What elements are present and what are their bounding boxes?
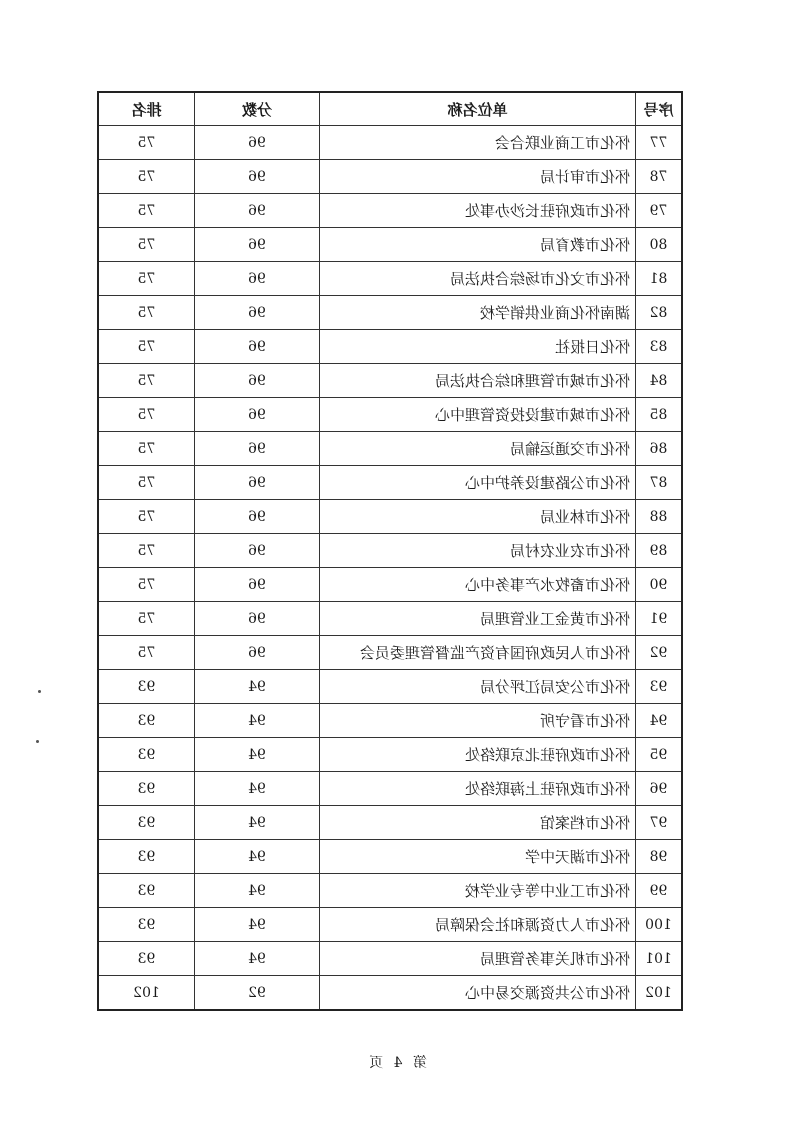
cell-seq: 101	[636, 942, 683, 976]
cell-rank: 93	[98, 874, 195, 908]
cell-seq: 77	[636, 126, 683, 160]
cell-rank: 75	[98, 568, 195, 602]
table-row	[98, 908, 682, 942]
table-row	[98, 874, 682, 908]
cell-name: 怀化日报社	[320, 330, 636, 364]
cell-score: 94	[195, 704, 320, 738]
cell-name: 怀化市看守所	[320, 704, 636, 738]
table-row	[98, 976, 682, 1011]
scan-speck	[38, 690, 41, 693]
table-row	[98, 942, 682, 976]
table-row	[98, 160, 682, 194]
cell-score: 94	[195, 806, 320, 840]
cell-name: 怀化市政府驻北京联络处	[320, 738, 636, 772]
table-row	[98, 228, 682, 262]
cell-score: 96	[195, 466, 320, 500]
cell-seq: 89	[636, 534, 683, 568]
cell-seq: 78	[636, 160, 683, 194]
table-row	[98, 330, 682, 364]
table-row	[98, 704, 682, 738]
cell-seq: 98	[636, 840, 683, 874]
cell-seq: 93	[636, 670, 683, 704]
cell-name: 怀化市黄金工业管理局	[320, 602, 636, 636]
cell-seq: 99	[636, 874, 683, 908]
cell-rank: 75	[98, 228, 195, 262]
cell-score: 96	[195, 534, 320, 568]
cell-rank: 75	[98, 194, 195, 228]
cell-rank: 75	[98, 126, 195, 160]
table-row	[98, 194, 682, 228]
scan-speck	[36, 740, 39, 743]
cell-rank: 75	[98, 432, 195, 466]
cell-score: 96	[195, 500, 320, 534]
cell-rank: 93	[98, 772, 195, 806]
cell-score: 96	[195, 364, 320, 398]
cell-seq: 79	[636, 194, 683, 228]
cell-score: 96	[195, 330, 320, 364]
cell-seq: 86	[636, 432, 683, 466]
table-row	[98, 636, 682, 670]
table-row	[98, 568, 682, 602]
table-row	[98, 296, 682, 330]
header-seq: 序号	[636, 92, 683, 126]
cell-score: 96	[195, 296, 320, 330]
cell-name: 怀化市农业农村局	[320, 534, 636, 568]
cell-name: 怀化市机关事务管理局	[320, 942, 636, 976]
cell-name: 怀化市公共资源交易中心	[320, 976, 636, 1011]
cell-seq: 96	[636, 772, 683, 806]
table-row	[98, 432, 682, 466]
cell-name: 怀化市公安局江坪分局	[320, 670, 636, 704]
cell-name: 怀化市工商业联合会	[320, 126, 636, 160]
cell-rank: 75	[98, 364, 195, 398]
table-row	[98, 738, 682, 772]
cell-rank: 93	[98, 942, 195, 976]
ranking-table	[97, 91, 683, 1011]
table-row	[98, 466, 682, 500]
cell-seq: 102	[636, 976, 683, 1011]
cell-seq: 90	[636, 568, 683, 602]
cell-rank: 93	[98, 670, 195, 704]
table-row	[98, 398, 682, 432]
cell-name: 怀化市交通运输局	[320, 432, 636, 466]
cell-score: 94	[195, 670, 320, 704]
cell-rank: 75	[98, 262, 195, 296]
cell-name: 怀化市林业局	[320, 500, 636, 534]
cell-rank: 93	[98, 738, 195, 772]
cell-rank: 75	[98, 534, 195, 568]
table-row	[98, 126, 682, 160]
cell-score: 96	[195, 568, 320, 602]
cell-seq: 95	[636, 738, 683, 772]
cell-score: 96	[195, 160, 320, 194]
cell-score: 94	[195, 942, 320, 976]
cell-score: 94	[195, 840, 320, 874]
cell-score: 94	[195, 738, 320, 772]
cell-name: 怀化市人力资源和社会保障局	[320, 908, 636, 942]
cell-score: 96	[195, 126, 320, 160]
cell-seq: 88	[636, 500, 683, 534]
table-row	[98, 670, 682, 704]
table-header-row	[98, 92, 682, 126]
cell-seq: 92	[636, 636, 683, 670]
cell-score: 94	[195, 874, 320, 908]
cell-rank: 93	[98, 840, 195, 874]
cell-seq: 83	[636, 330, 683, 364]
table-row	[98, 602, 682, 636]
cell-score: 96	[195, 194, 320, 228]
cell-seq: 91	[636, 602, 683, 636]
cell-name: 怀化市审计局	[320, 160, 636, 194]
cell-seq: 80	[636, 228, 683, 262]
table-row	[98, 500, 682, 534]
header-score: 分数	[195, 92, 320, 126]
cell-rank: 93	[98, 704, 195, 738]
cell-name: 怀化市湖天中学	[320, 840, 636, 874]
table-row	[98, 534, 682, 568]
cell-name: 怀化市工业中等专业学校	[320, 874, 636, 908]
cell-name: 怀化市城市管理和综合执法局	[320, 364, 636, 398]
cell-score: 96	[195, 228, 320, 262]
cell-seq: 84	[636, 364, 683, 398]
cell-seq: 81	[636, 262, 683, 296]
cell-name: 怀化市人民政府国有资产监督管理委员会	[320, 636, 636, 670]
table-row	[98, 262, 682, 296]
cell-name: 怀化市畜牧水产事务中心	[320, 568, 636, 602]
cell-rank: 75	[98, 160, 195, 194]
cell-seq: 97	[636, 806, 683, 840]
cell-name: 怀化市教育局	[320, 228, 636, 262]
header-name: 单位名称	[320, 92, 636, 126]
cell-rank: 75	[98, 636, 195, 670]
cell-rank: 75	[98, 330, 195, 364]
cell-score: 92	[195, 976, 320, 1011]
cell-seq: 100	[636, 908, 683, 942]
cell-seq: 94	[636, 704, 683, 738]
cell-score: 96	[195, 262, 320, 296]
cell-score: 96	[195, 398, 320, 432]
cell-score: 96	[195, 602, 320, 636]
cell-name: 怀化市公路建设养护中心	[320, 466, 636, 500]
cell-score: 96	[195, 432, 320, 466]
cell-rank: 93	[98, 806, 195, 840]
cell-rank: 102	[98, 976, 195, 1011]
table-row	[98, 364, 682, 398]
cell-name: 怀化市政府驻上海联络处	[320, 772, 636, 806]
cell-score: 94	[195, 772, 320, 806]
table-row	[98, 772, 682, 806]
cell-rank: 75	[98, 398, 195, 432]
cell-name: 怀化市政府驻长沙办事处	[320, 194, 636, 228]
table-body	[98, 126, 682, 1011]
cell-rank: 93	[98, 908, 195, 942]
cell-name: 怀化市城市建设投资管理中心	[320, 398, 636, 432]
table-row	[98, 806, 682, 840]
cell-seq: 85	[636, 398, 683, 432]
cell-rank: 75	[98, 296, 195, 330]
cell-rank: 75	[98, 500, 195, 534]
cell-name: 怀化市文化市场综合执法局	[320, 262, 636, 296]
cell-rank: 75	[98, 602, 195, 636]
cell-seq: 87	[636, 466, 683, 500]
cell-score: 96	[195, 636, 320, 670]
cell-rank: 75	[98, 466, 195, 500]
cell-score: 94	[195, 908, 320, 942]
cell-seq: 82	[636, 296, 683, 330]
header-rank: 排名	[98, 92, 195, 126]
table-row	[98, 840, 682, 874]
cell-name: 湖南怀化商业供销学校	[320, 296, 636, 330]
page-number: 第 4 页	[366, 1055, 427, 1071]
cell-name: 怀化市档案馆	[320, 806, 636, 840]
